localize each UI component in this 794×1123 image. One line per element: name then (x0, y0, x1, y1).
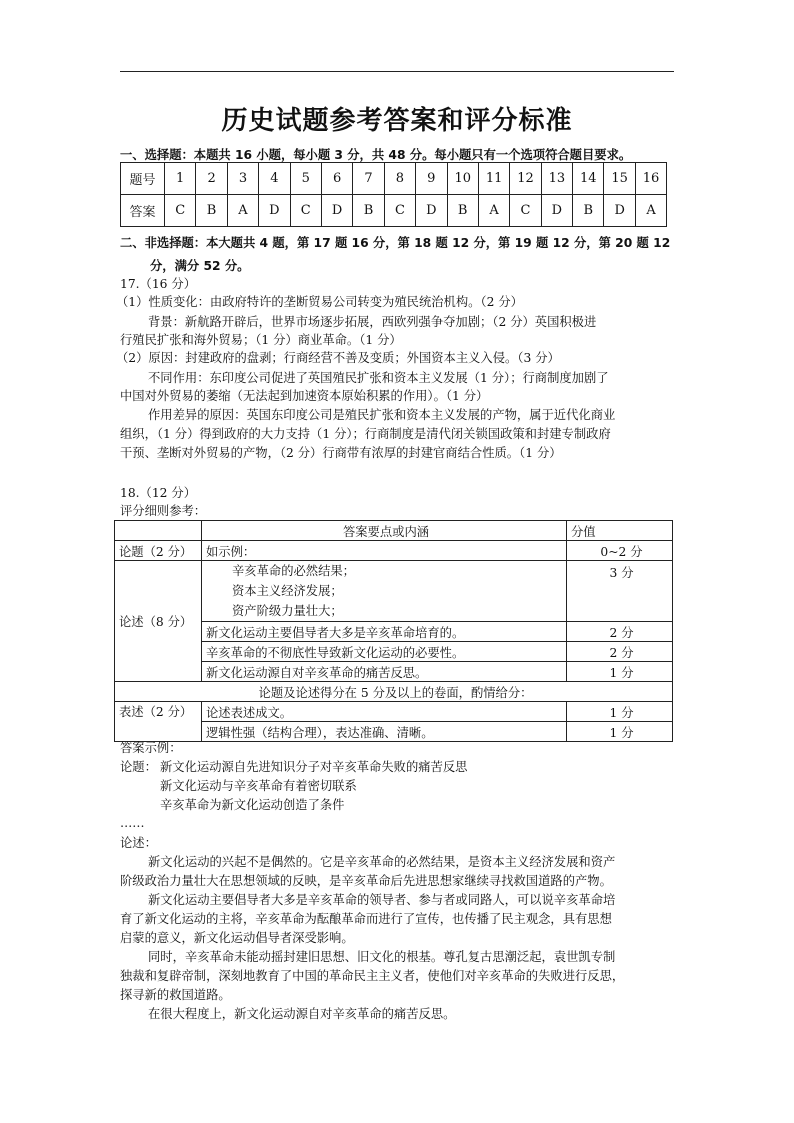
expression-points: 1 分 (567, 702, 673, 722)
question-number: 5 (290, 163, 321, 195)
table-row (115, 702, 673, 722)
q17-line: （2）原因：封建政府的盘剥；行商经营不善及变质；外国资本主义入侵。（3 分） (116, 351, 560, 365)
argument-sub-cell (202, 561, 567, 622)
section2-heading: 二、非选择题：本大题共 4 题，第 17 题 16 分，第 18 题 12 分，第 19 题 12 分，第 20 题 12 (120, 236, 671, 250)
q17-line: 组织，（1 分）得到政府的大力支持（1 分）；行商制度是清代闭关锁国政策和封建专制政府 (120, 427, 611, 441)
q17-line: （1）性质变化：由政府特许的垄断贸易公司转变为殖民统治机构。（2 分） (116, 295, 523, 309)
q18-header: 18.（12 分） (120, 486, 197, 500)
q17-header: 17.（16 分） (120, 277, 197, 291)
question-number: 15 (604, 163, 635, 195)
answer-cell: B (353, 195, 384, 227)
discussion-line: 在很大程度上，新文化运动源自对辛亥革命的痛苦反思。 (148, 1007, 456, 1021)
argument-points: 2 分 (567, 622, 673, 642)
thesis-example: 新文化运动与辛亥革命有着密切联系 (160, 779, 357, 793)
question-number: 2 (196, 163, 227, 195)
thesis-points: 0~2 分 (567, 541, 673, 561)
example-label: 答案示例： (120, 741, 182, 755)
answer-cell: A (227, 195, 258, 227)
category-argument: 论述（8 分） (115, 561, 202, 682)
answer-cell: C (510, 195, 541, 227)
argument-sub-points: 3 分 (567, 561, 673, 622)
rubric-label: 评分细则参考： (120, 504, 207, 518)
table-row-answers (121, 195, 667, 227)
question-number: 1 (165, 163, 196, 195)
section1-heading: 一、选择题：本题共 16 小题，每小题 3 分，共 48 分。每小题只有一个选项符合题目要求。 (120, 148, 632, 162)
question-number: 16 (635, 163, 666, 195)
thesis-example: 新文化运动源自先进知识分子对辛亥革命失败的痛苦反思 (160, 760, 468, 774)
question-number: 4 (259, 163, 290, 195)
answer-cell: D (416, 195, 447, 227)
page-title: 历史试题参考答案和评分标准 (221, 106, 573, 136)
column-header-points: 分值 (567, 521, 673, 541)
question-number: 7 (353, 163, 384, 195)
thesis-example: 辛亥革命为新文化运动创造了条件 (160, 798, 345, 812)
argument-points: 2 分 (567, 642, 673, 662)
expression-text: 逻辑性强（结构合理），表达准确、清晰。 (202, 722, 567, 742)
discussion-line: 育了新文化运动的主将，辛亥革命为酝酿革命而进行了宣传，也传播了民主观念，具有思想 (120, 912, 612, 926)
q17-line: 行殖民扩张和海外贸易；（1 分）商业革命。（1 分） (120, 333, 402, 347)
argument-sub-item: 资本主义经济发展； (232, 584, 343, 598)
answer-cell: D (541, 195, 572, 227)
argument-text: 辛亥革命的不彻底性导致新文化运动的必要性。 (202, 642, 567, 662)
answer-cell: D (259, 195, 290, 227)
empty-header-cell (115, 521, 202, 541)
argument-text: 新文化运动主要倡导者大多是辛亥革命培育的。 (202, 622, 567, 642)
q17-line: 干预、垄断对外贸易的产物，（2 分）行商带有浓厚的封建官商结合性质。（1 分） (120, 446, 562, 460)
expression-points: 1 分 (567, 722, 673, 742)
answer-cell: C (384, 195, 415, 227)
answer-cell: B (447, 195, 478, 227)
answer-cell: C (165, 195, 196, 227)
rubric-note: 论题及论述得分在 5 分及以上的卷面，酌情给分： (115, 682, 673, 702)
category-expression: 表述（2 分） (115, 702, 202, 742)
row-label: 题号 (121, 163, 165, 195)
row-label: 答案 (121, 195, 165, 227)
discussion-line: 新文化运动的兴起不是偶然的。它是辛亥革命的必然结果，是资本主义经济发展和资产 (148, 855, 616, 869)
discussion-line: 同时，辛亥革命未能动摇封建旧思想、旧文化的根基。尊孔复古思潮泛起，袁世凯专制 (148, 950, 616, 964)
answer-cell: D (604, 195, 635, 227)
expression-text: 论述表述成文。 (202, 702, 567, 722)
question-number: 3 (227, 163, 258, 195)
thesis-text: 如示例： (202, 541, 567, 561)
argument-points: 1 分 (567, 662, 673, 682)
discussion-label: 论述： (120, 836, 157, 850)
question-number: 13 (541, 163, 572, 195)
table-row (115, 682, 673, 702)
ellipsis: …… (120, 816, 145, 830)
answer-cell: B (573, 195, 604, 227)
thesis-label: 论题： (120, 760, 157, 774)
header-rule (120, 71, 674, 72)
q17-line: 作用差异的原因：英国东印度公司是殖民扩张和资本主义发展的产物，属于近代化商业 (148, 408, 616, 422)
question-number: 11 (478, 163, 509, 195)
table-row (115, 521, 673, 541)
question-number: 14 (573, 163, 604, 195)
argument-text: 新文化运动源自对辛亥革命的痛苦反思。 (202, 662, 567, 682)
column-header-content: 答案要点或内涵 (202, 521, 567, 541)
argument-sub-item: 辛亥革命的必然结果； (232, 564, 355, 578)
answer-key-table (120, 162, 667, 227)
section2-heading-cont: 分，满分 52 分。 (150, 259, 250, 273)
question-number: 10 (447, 163, 478, 195)
answer-cell: A (478, 195, 509, 227)
discussion-line: 新文化运动主要倡导者大多是辛亥革命的领导者、参与者或同路人，可以说辛亥革命培 (148, 893, 616, 907)
discussion-line: 阶级政治力量壮大在思想领域的反映，是辛亥革命后先进思想家继续寻找救国道路的产物。 (120, 874, 612, 888)
question-number: 6 (321, 163, 352, 195)
answer-cell: C (290, 195, 321, 227)
question-number: 12 (510, 163, 541, 195)
rubric-table (114, 520, 673, 742)
q17-line: 不同作用：东印度公司促进了英国殖民扩张和资本主义发展（1 分）；行商制度加剧了 (148, 371, 609, 385)
argument-sub-item: 资产阶级力量壮大； (232, 604, 343, 618)
table-row-numbers (121, 163, 667, 195)
discussion-line: 启蒙的意义，新文化运动倡导者深受影响。 (120, 931, 354, 945)
table-row (115, 561, 673, 622)
question-number: 9 (416, 163, 447, 195)
discussion-line: 独裁和复辟帝制，深刻地教育了中国的革命民主主义者，使他们对辛亥革命的失败进行反思， (120, 969, 625, 983)
table-row (115, 541, 673, 561)
answer-cell: B (196, 195, 227, 227)
question-number: 8 (384, 163, 415, 195)
q17-line: 背景：新航路开辟后，世界市场逐步拓展，西欧列强争夺加剧；（2 分）英国积极进 (148, 315, 597, 329)
answer-cell: D (321, 195, 352, 227)
discussion-line: 探寻新的救国道路。 (120, 988, 231, 1002)
q17-line: 中国对外贸易的萎缩（无法起到加速资本原始积累的作用）。（1 分） (120, 389, 489, 403)
category-thesis: 论题（2 分） (115, 541, 202, 561)
answer-cell: A (635, 195, 666, 227)
